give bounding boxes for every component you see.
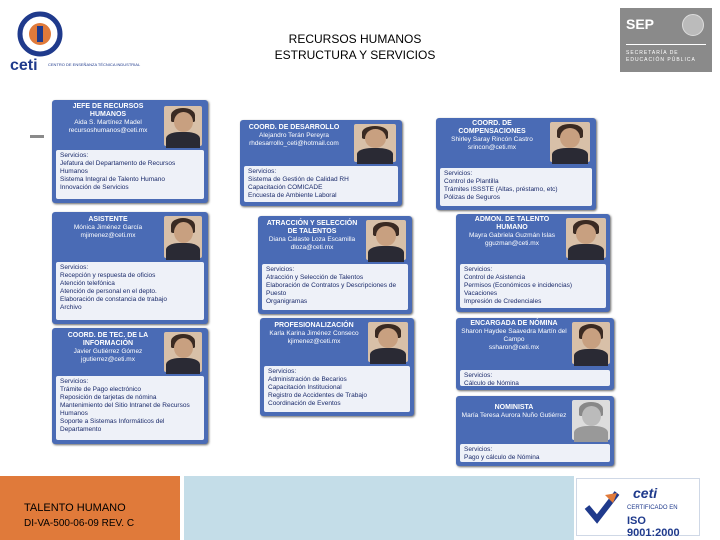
services-label: Servicios: bbox=[60, 264, 89, 271]
card-desarrollo bbox=[240, 120, 402, 206]
service-item: Archivo bbox=[60, 304, 82, 311]
service-item: Trámites ISSSTE (Altas, préstamo, etc) bbox=[444, 186, 558, 193]
service-item: Capacitación Institucional bbox=[268, 384, 342, 391]
service-item: Jefatura del Departamento de Recursos Humanos bbox=[60, 160, 176, 175]
iso-certification-logo bbox=[576, 478, 700, 539]
card-services bbox=[460, 444, 610, 462]
card-title: JEFE DE RECURSOS HUMANOS bbox=[72, 103, 144, 118]
service-item: Pago y cálculo de Nómina bbox=[464, 454, 540, 461]
card-person: Javier Gutiérrez Gómez bbox=[73, 348, 143, 355]
footer-code: DI-VA-500-06-09 REV. C bbox=[24, 518, 135, 529]
person-photo bbox=[164, 216, 202, 258]
service-item: Permisos (Económicos e incidencias) bbox=[464, 282, 573, 289]
card-title: PROFESIONALIZACIÓN bbox=[274, 322, 354, 329]
service-item: Capacitación COMICADE bbox=[248, 184, 323, 191]
card-nomina bbox=[456, 318, 614, 390]
service-item: Cálculo de Nómina bbox=[464, 380, 519, 387]
card-email: rhdesarrollo_ceti@hotmail.com bbox=[249, 140, 339, 147]
card-profesional bbox=[260, 318, 414, 416]
checkmark-icon bbox=[585, 489, 619, 527]
page-title-line1: RECURSOS HUMANOS bbox=[288, 32, 422, 46]
service-item: Reposición de tarjetas de nómina bbox=[60, 394, 157, 401]
card-compensaciones bbox=[436, 118, 596, 210]
service-item: Sistema de Gestión de Calidad RH bbox=[248, 176, 349, 183]
card-tec bbox=[52, 328, 208, 444]
card-title: ATRACCIÓN Y SELECCIÓN DE TALENTOS bbox=[266, 220, 358, 235]
page-title bbox=[230, 31, 480, 63]
card-jefe bbox=[52, 100, 208, 203]
mexico-emblem-icon bbox=[682, 14, 704, 36]
service-item: Elaboración de constancia de trabajo bbox=[60, 296, 167, 303]
services-label: Servicios: bbox=[266, 266, 295, 273]
footer-title: TALENTO HUMANO bbox=[24, 502, 126, 514]
service-item: Atención telefónica bbox=[60, 280, 115, 287]
service-item: Encuesta de Ambiente Laboral bbox=[248, 192, 337, 199]
person-photo bbox=[572, 400, 610, 440]
card-email: srincon@ceti.mx bbox=[467, 144, 517, 151]
card-services bbox=[56, 262, 204, 320]
service-item: Atracción y Selección de Talentos bbox=[266, 274, 364, 281]
card-person: María Teresa Aurora Nuño Gutiérrez bbox=[461, 412, 567, 419]
service-item: Coordinación de Eventos bbox=[268, 400, 341, 407]
cert-line: CERTIFICADO EN bbox=[627, 505, 678, 511]
card-person: Aida S. Martínez Madel bbox=[74, 119, 142, 126]
person-photo bbox=[164, 332, 202, 372]
service-item: Registro de Accidentes de Trabajo bbox=[268, 392, 368, 399]
service-item: Trámite de Pago electrónico bbox=[60, 386, 142, 393]
card-person: Mónica Jiménez García bbox=[73, 224, 143, 231]
card-title: NOMINISTA bbox=[494, 404, 534, 411]
card-services bbox=[56, 376, 204, 440]
card-title: COORD. DE DESARROLLO bbox=[248, 124, 340, 131]
page-title-line2: ESTRUCTURA Y SERVICIOS bbox=[274, 48, 436, 62]
service-item: Control de Asistencia bbox=[464, 274, 526, 281]
service-item: Soporte a Sistemas Informáticos del Departamento bbox=[60, 418, 165, 433]
person-photo bbox=[572, 322, 610, 364]
card-email: dloza@ceti.mx bbox=[290, 244, 334, 251]
sep-logo-word: SEP bbox=[626, 16, 655, 32]
card-services bbox=[264, 366, 410, 412]
card-person: Alejandro Terán Pereyra bbox=[259, 132, 329, 139]
service-item: Sistema Integral de Talento Humano bbox=[60, 176, 166, 183]
person-photo bbox=[366, 220, 406, 260]
service-item: Control de Plantilla bbox=[444, 178, 499, 185]
service-item: Innovación de Servicios bbox=[60, 184, 129, 191]
service-item: Pólizas de Seguros bbox=[444, 194, 501, 201]
card-title: ENCARGADA DE NÓMINA bbox=[470, 320, 558, 327]
ceti-logo-sub: CENTRO DE ENSEÑANZA TÉCNICA INDUSTRIAL bbox=[48, 62, 141, 67]
person-photo bbox=[550, 122, 590, 162]
person-photo bbox=[354, 124, 396, 162]
card-person: Mayra Gabriela Guzmán Islas bbox=[469, 232, 555, 239]
card-admon bbox=[456, 214, 610, 312]
person-photo bbox=[566, 218, 606, 258]
card-person: Shirley Saray Rincón Castro bbox=[451, 136, 533, 143]
ceti-logo-word: ceti bbox=[10, 57, 38, 74]
service-item: Impresión de Credenciales bbox=[464, 298, 542, 305]
card-title: ASISTENTE bbox=[88, 216, 128, 223]
service-item: Organigramas bbox=[266, 298, 308, 305]
divider bbox=[30, 135, 44, 138]
sep-logo-sub: SECRETARÍA DE EDUCACIÓN PÚBLICA bbox=[626, 50, 696, 63]
card-email: gguzman@ceti.mx bbox=[485, 240, 539, 247]
service-item: Recepción y respuesta de oficios bbox=[60, 272, 156, 279]
sep-logo bbox=[620, 8, 712, 72]
service-item: Atención de personal en el depto. bbox=[60, 288, 157, 295]
services-label: Servicios: bbox=[464, 446, 493, 453]
services-label: Servicios: bbox=[464, 372, 493, 379]
card-person: Sharon Haydee Saavedra Martín del Campo bbox=[461, 328, 567, 343]
service-item: Mantenimiento del Sitio Intranet de Recursos Humanos bbox=[60, 402, 190, 417]
card-services bbox=[460, 370, 610, 386]
ceti-logo bbox=[8, 8, 141, 76]
card-title: ADMON. DE TALENTO HUMANO bbox=[474, 216, 550, 231]
services-label: Servicios: bbox=[60, 378, 89, 385]
card-atraccion bbox=[258, 216, 412, 314]
card-nominista bbox=[456, 396, 614, 466]
card-email: kjimenez@ceti.mx bbox=[287, 338, 341, 345]
card-services bbox=[244, 166, 398, 202]
card-services bbox=[460, 264, 606, 308]
card-services bbox=[440, 168, 592, 206]
footer-label-box bbox=[0, 476, 180, 540]
card-email: ssharon@ceti.mx bbox=[488, 344, 540, 351]
card-person: Karla Karina Jiménez Conseco bbox=[269, 330, 359, 337]
card-email: recursoshumanos@ceti.mx bbox=[68, 127, 148, 134]
services-label: Servicios: bbox=[60, 152, 89, 159]
cert-logo-word: ceti bbox=[633, 485, 658, 501]
service-item: Administración de Becarios bbox=[268, 376, 347, 383]
card-services bbox=[262, 264, 408, 310]
services-label: Servicios: bbox=[248, 168, 277, 175]
card-email: jgutierrez@ceti.mx bbox=[81, 356, 135, 363]
person-photo bbox=[368, 322, 408, 362]
card-title: COORD. DE TEC. DE LA INFORMACIÓN bbox=[67, 332, 149, 347]
services-label: Servicios: bbox=[268, 368, 297, 375]
card-person: Diana Calaste Loza Escamilla bbox=[268, 236, 356, 243]
card-email: mjimenez@ceti.mx bbox=[80, 232, 136, 239]
card-asistente bbox=[52, 212, 208, 324]
person-photo bbox=[164, 106, 202, 146]
cert-iso: ISO 9001:2000 bbox=[627, 515, 680, 539]
service-item: Vacaciones bbox=[464, 290, 498, 297]
card-services bbox=[56, 150, 204, 199]
services-label: Servicios: bbox=[444, 170, 473, 177]
footer-band bbox=[184, 476, 574, 540]
services-label: Servicios: bbox=[464, 266, 493, 273]
service-item: Elaboración de Contratos y Descripciones de Puesto bbox=[266, 282, 397, 297]
card-title: COORD. DE COMPENSACIONES bbox=[458, 120, 526, 135]
